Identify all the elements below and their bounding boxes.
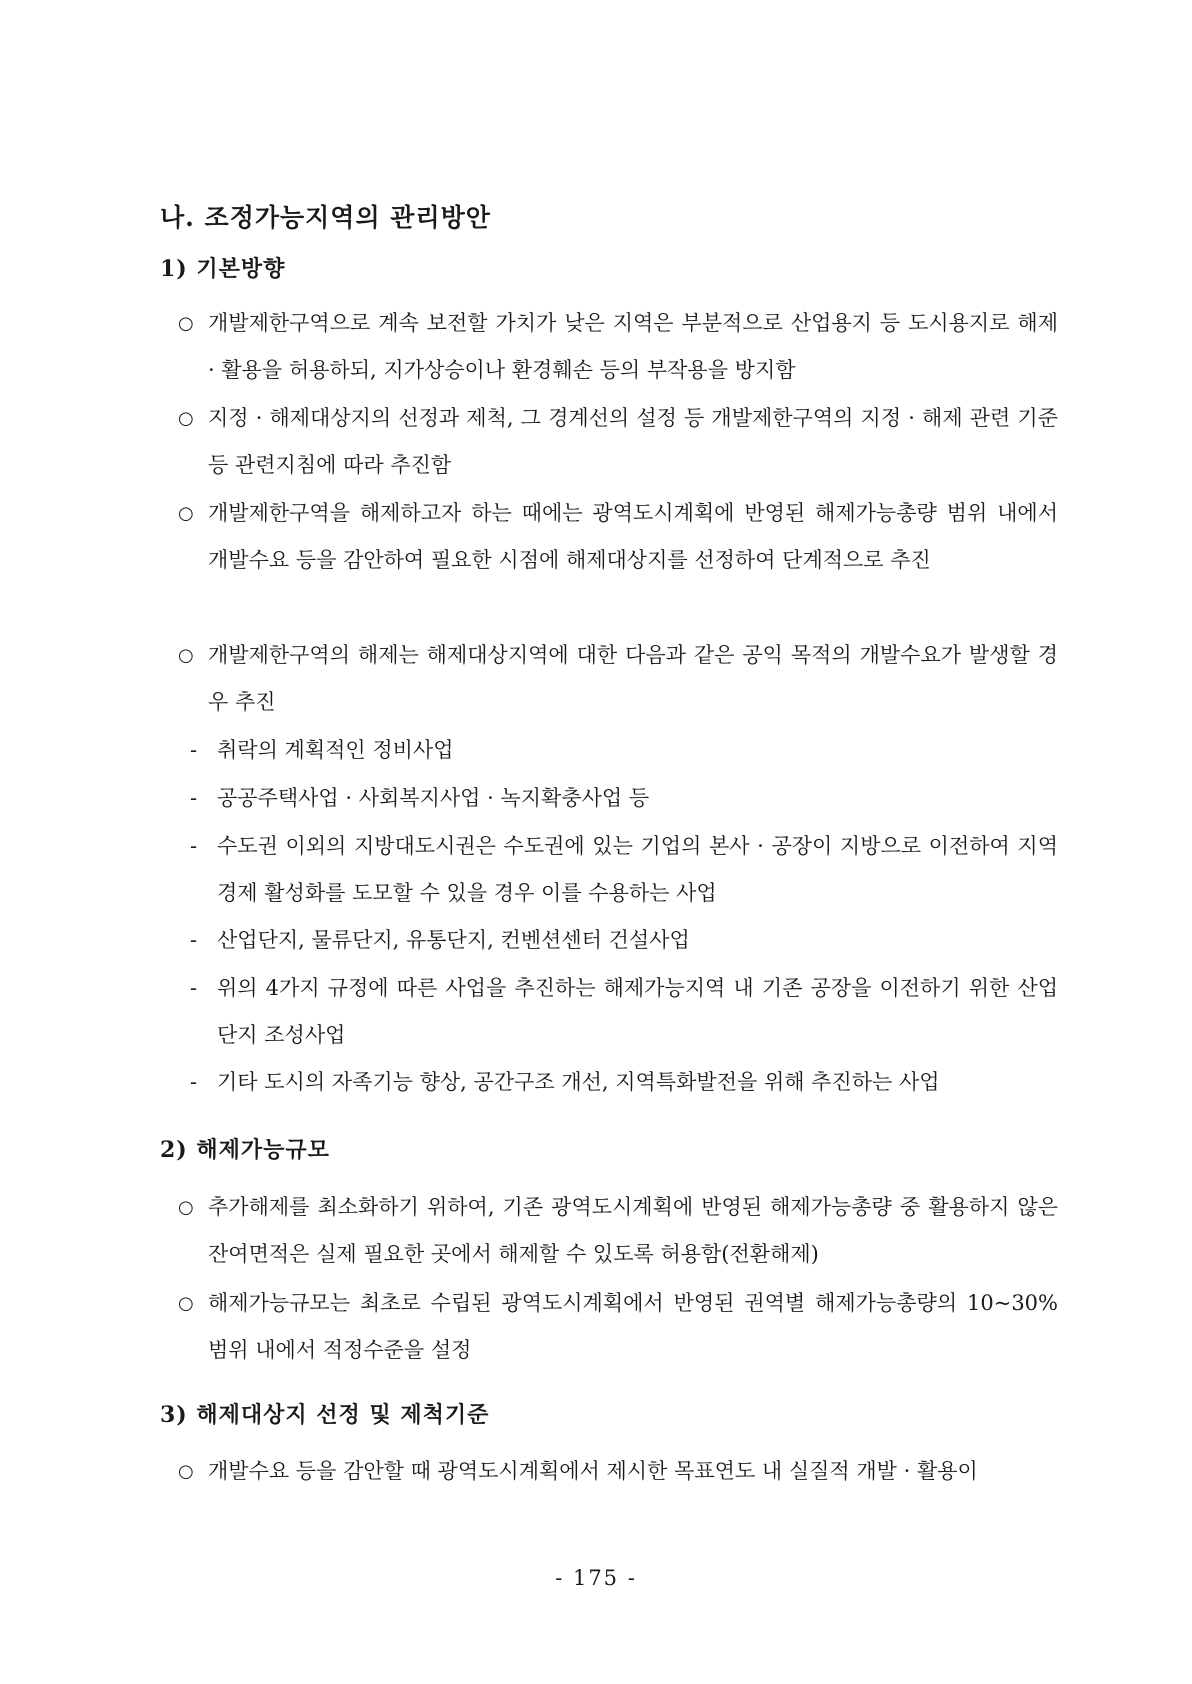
dash-text: 위의 4가지 규정에 따른 사업을 추진하는 해제가능지역 내 기존 공장을 이전하기 위한 산업단지 조성사업 bbox=[217, 976, 1058, 1047]
bullet-item bbox=[178, 395, 1058, 489]
bullet-item bbox=[178, 1280, 1058, 1374]
circle-bullet: ○ bbox=[178, 1293, 194, 1314]
subsection-heading-release-scale: 2) 해제가능규모 bbox=[160, 1137, 330, 1163]
dash-text: 취락의 계획적인 정비사업 bbox=[217, 738, 454, 762]
dash-item bbox=[190, 775, 1058, 822]
bullet-item bbox=[178, 632, 1058, 726]
bullet-item bbox=[178, 490, 1058, 584]
dash-text: 공공주택사업 · 사회복지사업 · 녹지확충사업 등 bbox=[217, 786, 650, 810]
dash-text: 기타 도시의 자족기능 향상, 공간구조 개선, 지역특화발전을 위해 추진하는 사업 bbox=[217, 1070, 940, 1094]
dash-item bbox=[190, 727, 1058, 774]
bullet-item bbox=[178, 1448, 1058, 1495]
dash-item bbox=[190, 917, 1058, 964]
circle-bullet: ○ bbox=[178, 1461, 194, 1482]
dash-bullet: - bbox=[190, 976, 198, 1000]
bullet-item bbox=[178, 1184, 1058, 1278]
bullet-text: 지정 · 해제대상지의 선정과 제척, 그 경계선의 설정 등 개발제한구역의 지정 · 해제 관련 기준 등 관련지침에 따라 추진함 bbox=[208, 406, 1058, 477]
bullet-item bbox=[178, 300, 1058, 394]
dash-bullet: - bbox=[190, 1070, 198, 1094]
dash-bullet: - bbox=[190, 738, 198, 762]
subsection-heading-selection-criteria: 3) 해제대상지 선정 및 제척기준 bbox=[160, 1402, 490, 1428]
dash-bullet: - bbox=[190, 834, 198, 858]
dash-bullet: - bbox=[190, 928, 198, 952]
bullet-text: 해제가능규모는 최초로 수립된 광역도시계획에서 반영된 권역별 해제가능총량의 10~30% 범위 내에서 적정수준을 설정 bbox=[208, 1291, 1058, 1362]
page-number: - 175 - bbox=[555, 1566, 637, 1590]
section-title: 나. 조정가능지역의 관리방안 bbox=[160, 203, 491, 232]
dash-item bbox=[190, 965, 1058, 1059]
subsection-heading-basic-direction: 1) 기본방향 bbox=[160, 256, 286, 282]
bullet-text: 개발제한구역의 해제는 해제대상지역에 대한 다음과 같은 공익 목적의 개발수요가 발생할 경우 추진 bbox=[208, 643, 1058, 714]
circle-bullet: ○ bbox=[178, 1197, 194, 1218]
circle-bullet: ○ bbox=[178, 503, 194, 524]
bullet-text: 개발수요 등을 감안할 때 광역도시계획에서 제시한 목표연도 내 실질적 개발 · 활용이 bbox=[208, 1459, 978, 1483]
bullet-text: 추가해제를 최소화하기 위하여, 기존 광역도시계획에 반영된 해제가능총량 중 활용하지 않은 잔여면적은 실제 필요한 곳에서 해제할 수 있도록 허용함(전환해제) bbox=[208, 1195, 1058, 1266]
circle-bullet: ○ bbox=[178, 645, 194, 666]
circle-bullet: ○ bbox=[178, 313, 194, 334]
bullet-text: 개발제한구역으로 계속 보전할 가치가 낮은 지역은 부분적으로 산업용지 등 도시용지로 해제 · 활용을 허용하되, 지가상승이나 환경훼손 등의 부작용을 방지함 bbox=[208, 311, 1058, 382]
dash-item bbox=[190, 823, 1058, 917]
dash-bullet: - bbox=[190, 786, 198, 810]
dash-item bbox=[190, 1059, 1058, 1106]
bullet-text: 개발제한구역을 해제하고자 하는 때에는 광역도시계획에 반영된 해제가능총량 범위 내에서 개발수요 등을 감안하여 필요한 시점에 해제대상지를 선정하여 단계적으로 추진 bbox=[208, 501, 1058, 572]
circle-bullet: ○ bbox=[178, 408, 194, 429]
dash-text: 수도권 이외의 지방대도시권은 수도권에 있는 기업의 본사 · 공장이 지방으로 이전하여 지역경제 활성화를 도모할 수 있을 경우 이를 수용하는 사업 bbox=[217, 834, 1058, 905]
dash-text: 산업단지, 물류단지, 유통단지, 컨벤션센터 건설사업 bbox=[217, 928, 690, 952]
